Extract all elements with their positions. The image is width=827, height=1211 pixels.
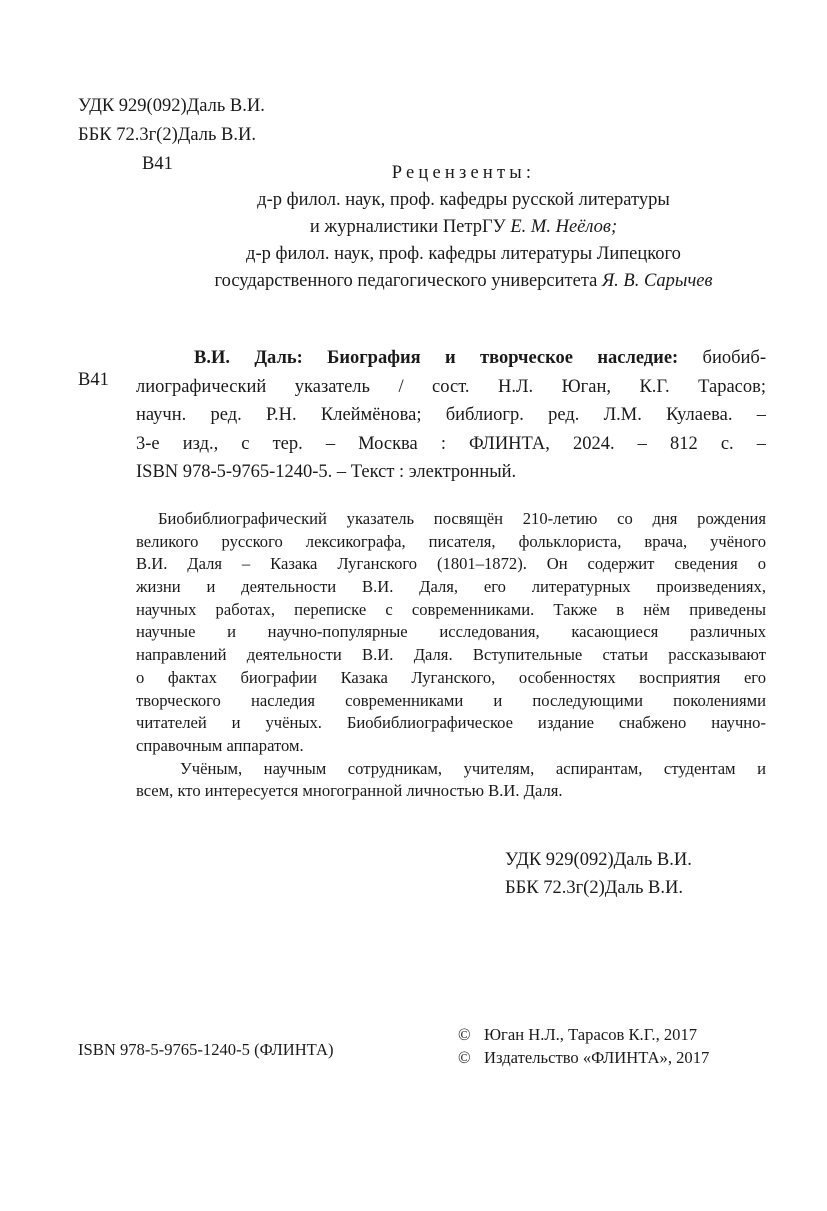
classification-bottom (505, 846, 692, 902)
reviewer-1-line-1: д-р филол. наук, проф. кафедры русской литературы (257, 190, 670, 210)
annotation-line: Биобиблиографический указатель посвящён 210-летию со дня рождения (158, 509, 766, 528)
isbn-footer: ISBN 978-5-9765-1240-5 (ФЛИНТА) (78, 1040, 334, 1059)
udk-code: УДК 929(092)Даль В.И. (78, 96, 265, 116)
annotation (136, 508, 766, 803)
copyright-line-1 (458, 1023, 709, 1046)
annotation-line: справочным аппаратом. (136, 735, 304, 755)
copyright-authors: Юган Н.Л., Тарасов К.Г., 2017 (484, 1025, 698, 1044)
copyright-line-2 (458, 1046, 709, 1069)
reviewer-1-line-2 (130, 214, 797, 241)
biblio-line-1 (136, 344, 766, 373)
reviewer-2-line-2 (130, 268, 797, 295)
annotation-line: научные и научно-популярные исследования, касающиеся различных (136, 622, 766, 642)
book-title: В.И. Даль: Биография и творческое наследие: (194, 348, 679, 368)
annotation-line: творческого наследия современниками и последующими поколениями (136, 690, 766, 710)
author-sign: В41 (142, 154, 173, 174)
bbk-code-bottom: ББК 72.3г(2)Даль В.И. (505, 878, 683, 898)
bbk-code: ББК 72.3г(2)Даль В.И. (78, 125, 256, 145)
biblio-line-2: лиографический указатель / сост. Н.Л. Юган, К.Г. Тарасов; (136, 376, 766, 397)
copyright-block (458, 1023, 709, 1069)
copyright-icon: © (458, 1048, 471, 1067)
biblio-line-1-rest: биобиб- (678, 348, 766, 368)
bibliographic-description (136, 344, 766, 487)
biblio-author-sign: В41 (78, 370, 109, 390)
annotation-line: направлений деятельности В.И. Даля. Вступительные статьи рассказывают (136, 645, 766, 665)
reviewer-2-name: Я. В. Сарычев (601, 271, 713, 291)
reviewer-2-line-1: д-р филол. наук, проф. кафедры литературы Липецкого (246, 244, 681, 264)
biblio-line-3: научн. ред. Р.Н. Клеймёнова; библиогр. ред. Л.М. Кулаева. – (136, 405, 766, 425)
reviewer-1-name: Е. М. Неёлов; (510, 217, 618, 237)
copyright-publisher: Издательство «ФЛИНТА», 2017 (484, 1048, 710, 1067)
reviewer-1-affiliation: и журналистики ПетрГУ (309, 217, 511, 237)
annotation-line: великого русского лексикографа, писателя, фольклориста, врача, учёного (136, 531, 766, 551)
biblio-line-4: 3-е изд., с тер. – Москва : ФЛИНТА, 2024. – 812 с. – (136, 433, 766, 454)
audience-line: всем, кто интересуется многогранной личностью В.И. Даля. (136, 781, 563, 801)
annotation-line: научных работах, переписке с современниками. Также в нём приведены (136, 599, 766, 619)
reviewers-title: Рецензенты: (391, 163, 536, 183)
reviewer-2-affiliation: государственного педагогического университета (214, 271, 602, 291)
reviewers-block (130, 160, 797, 295)
annotation-line: о фактах биографии Казака Луганского, особенностях восприятия его (136, 667, 766, 687)
annotation-line: В.И. Даля – Казака Луганского (1801–1872). Он содержит сведения о (136, 554, 766, 574)
annotation-line: читателей и учёных. Биобиблиографическое издание снабжено научно- (136, 713, 766, 733)
copyright-icon: © (458, 1025, 471, 1044)
biblio-line-5: ISBN 978-5-9765-1240-5. – Текст : электронный. (136, 462, 517, 482)
annotation-line: жизни и деятельности В.И. Даля, его литературных произведениях, (136, 577, 766, 597)
udk-code-bottom: УДК 929(092)Даль В.И. (505, 850, 692, 870)
audience-line: Учёным, научным сотрудникам, учителям, аспирантам, студентам и (180, 758, 766, 778)
